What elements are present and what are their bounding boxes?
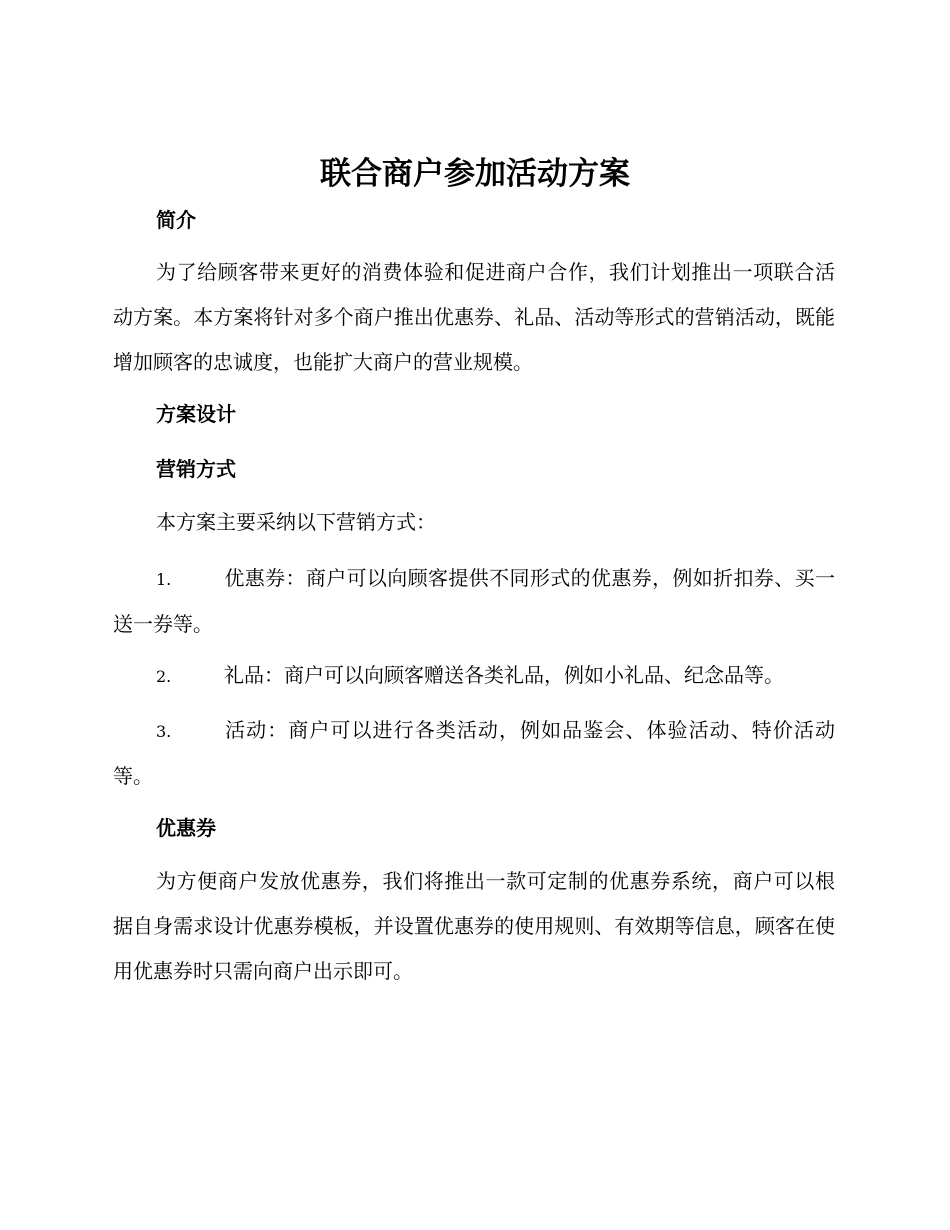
intro-heading: 简介 — [156, 208, 196, 232]
list-item — [113, 708, 835, 799]
list-item-text: 礼品：商户可以向顾客赠送各类礼品，例如小礼品、纪念品等。 — [224, 663, 784, 687]
intro-paragraph: 为了给顾客带来更好的消费体验和促进商户合作，我们计划推出一项联合活动方案。本方案将针对多个商户推出优惠券、礼品、活动等形式的营销活动，既能增加顾客的忠诚度，也能扩大商户的营业规模。 — [113, 260, 835, 374]
list-item-number: 2. — [156, 667, 172, 686]
design-heading: 方案设计 — [156, 402, 236, 426]
marketing-intro-paragraph: 本方案主要采纳以下营销方式： — [156, 510, 436, 534]
list-item-number: 3. — [156, 722, 172, 741]
list-item — [113, 556, 835, 647]
document-title: 联合商户参加活动方案 — [320, 156, 630, 192]
list-item-number: 1. — [156, 570, 172, 589]
coupon-paragraph: 为方便商户发放优惠券，我们将推出一款可定制的优惠券系统，商户可以根据自身需求设计优惠券模板，并设置优惠券的使用规则、有效期等信息，顾客在使用优惠券时只需向商户出示即可。 — [113, 869, 835, 983]
list-item-text: 活动：商户可以进行各类活动，例如品鉴会、体验活动、特价活动等。 — [113, 718, 835, 788]
marketing-heading: 营销方式 — [156, 457, 236, 481]
coupon-heading: 优惠券 — [156, 816, 216, 840]
list-item — [113, 653, 835, 699]
list-item-text: 优惠券：商户可以向顾客提供不同形式的优惠券，例如折扣券、买一送一券等。 — [113, 566, 835, 636]
